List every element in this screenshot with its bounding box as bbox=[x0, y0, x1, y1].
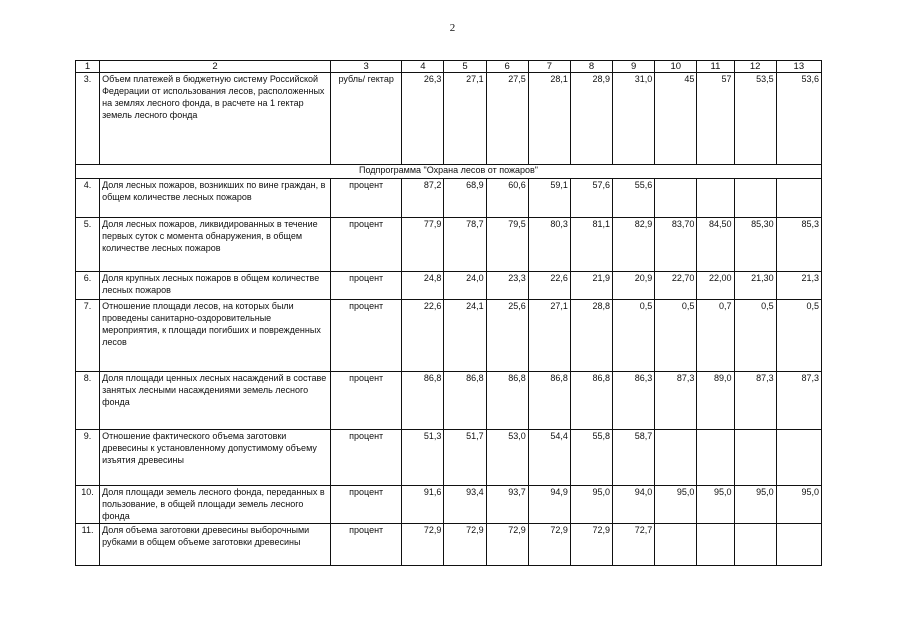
table-row bbox=[76, 524, 822, 566]
value-cell: 57 bbox=[697, 73, 734, 165]
unit-cell: процент bbox=[331, 486, 402, 524]
indicator-name: Доля лесных пожаров, возникших по вине граждан, в общем количестве лесных пожаров bbox=[100, 179, 331, 218]
subprogram-row bbox=[76, 165, 822, 179]
page-number: 2 bbox=[449, 22, 456, 34]
value-cell: 0,5 bbox=[734, 300, 776, 372]
column-header: 1 bbox=[76, 61, 100, 73]
value-cell: 25,6 bbox=[486, 300, 528, 372]
value-cell: 22,6 bbox=[528, 272, 570, 300]
value-cell: 94,9 bbox=[528, 486, 570, 524]
column-header: 10 bbox=[655, 61, 697, 73]
value-cell: 93,4 bbox=[444, 486, 486, 524]
value-cell: 59,1 bbox=[528, 179, 570, 218]
value-cell: 24,0 bbox=[444, 272, 486, 300]
value-cell: 86,8 bbox=[444, 372, 486, 430]
value-cell: 21,9 bbox=[570, 272, 612, 300]
value-cell bbox=[697, 179, 734, 218]
value-cell: 51,3 bbox=[402, 430, 444, 486]
value-cell: 72,9 bbox=[486, 524, 528, 566]
indicator-name: Доля объема заготовки древесины выборочными рубками в общем объеме заготовки древесины bbox=[100, 524, 331, 566]
column-header: 3 bbox=[331, 61, 402, 73]
value-cell: 72,9 bbox=[570, 524, 612, 566]
value-cell: 27,1 bbox=[528, 300, 570, 372]
value-cell: 22,6 bbox=[402, 300, 444, 372]
unit-cell: процент bbox=[331, 430, 402, 486]
value-cell: 21,3 bbox=[776, 272, 821, 300]
value-cell: 28,9 bbox=[570, 73, 612, 165]
indicator-name: Доля площади ценных лесных насаждений в составе занятых лесными насаждениями земель лесного фонда bbox=[100, 372, 331, 430]
value-cell bbox=[776, 524, 821, 566]
value-cell: 95,0 bbox=[734, 486, 776, 524]
indicator-name: Объем платежей в бюджетную систему Российской Федерации от использования лесов, расположенных на землях лесного фонда, в расчете на 1 гектар земель лесного фонда bbox=[100, 73, 331, 165]
value-cell: 24,1 bbox=[444, 300, 486, 372]
indicator-name: Доля лесных пожаров, ликвидированных в течение первых суток с момента обнаружения, в общем количестве лесных пожаров bbox=[100, 218, 331, 272]
value-cell: 87,3 bbox=[655, 372, 697, 430]
column-header: 13 bbox=[776, 61, 821, 73]
table-row bbox=[76, 272, 822, 300]
value-cell: 81,1 bbox=[570, 218, 612, 272]
value-cell: 54,4 bbox=[528, 430, 570, 486]
value-cell: 86,8 bbox=[486, 372, 528, 430]
column-header: 11 bbox=[697, 61, 734, 73]
indicator-name: Доля площади земель лесного фонда, переданных в пользование, в общей площади земель лесного фонда bbox=[100, 486, 331, 524]
value-cell: 53,0 bbox=[486, 430, 528, 486]
value-cell: 24,8 bbox=[402, 272, 444, 300]
value-cell: 28,8 bbox=[570, 300, 612, 372]
value-cell: 72,9 bbox=[402, 524, 444, 566]
value-cell: 86,8 bbox=[570, 372, 612, 430]
value-cell: 95,0 bbox=[570, 486, 612, 524]
value-cell bbox=[734, 179, 776, 218]
value-cell: 27,1 bbox=[444, 73, 486, 165]
value-cell: 28,1 bbox=[528, 73, 570, 165]
table-row bbox=[76, 430, 822, 486]
value-cell: 51,7 bbox=[444, 430, 486, 486]
value-cell: 85,30 bbox=[734, 218, 776, 272]
value-cell: 72,9 bbox=[528, 524, 570, 566]
value-cell: 45 bbox=[655, 73, 697, 165]
value-cell: 86,8 bbox=[402, 372, 444, 430]
value-cell: 57,6 bbox=[570, 179, 612, 218]
value-cell: 26,3 bbox=[402, 73, 444, 165]
column-header: 4 bbox=[402, 61, 444, 73]
value-cell: 94,0 bbox=[613, 486, 655, 524]
indicator-name: Доля крупных лесных пожаров в общем количестве лесных пожаров bbox=[100, 272, 331, 300]
table-row bbox=[76, 372, 822, 430]
value-cell bbox=[697, 430, 734, 486]
value-cell: 95,0 bbox=[697, 486, 734, 524]
value-cell: 82,9 bbox=[613, 218, 655, 272]
row-number: 7. bbox=[76, 300, 100, 372]
value-cell: 55,6 bbox=[613, 179, 655, 218]
value-cell: 87,3 bbox=[734, 372, 776, 430]
unit-cell: процент bbox=[331, 300, 402, 372]
column-header: 5 bbox=[444, 61, 486, 73]
row-number: 4. bbox=[76, 179, 100, 218]
value-cell: 23,3 bbox=[486, 272, 528, 300]
indicator-name: Отношение фактического объема заготовки древесины к установленному допустимому объему изъятия древесины bbox=[100, 430, 331, 486]
value-cell bbox=[655, 524, 697, 566]
unit-cell: процент bbox=[331, 218, 402, 272]
table-row bbox=[76, 73, 822, 165]
row-number: 5. bbox=[76, 218, 100, 272]
value-cell: 91,6 bbox=[402, 486, 444, 524]
unit-cell: процент bbox=[331, 372, 402, 430]
value-cell: 55,8 bbox=[570, 430, 612, 486]
value-cell: 53,5 bbox=[734, 73, 776, 165]
value-cell bbox=[734, 430, 776, 486]
column-header: 7 bbox=[528, 61, 570, 73]
value-cell: 77,9 bbox=[402, 218, 444, 272]
column-header: 9 bbox=[613, 61, 655, 73]
value-cell: 93,7 bbox=[486, 486, 528, 524]
row-number: 8. bbox=[76, 372, 100, 430]
value-cell bbox=[655, 430, 697, 486]
table-row bbox=[76, 179, 822, 218]
value-cell: 80,3 bbox=[528, 218, 570, 272]
row-number: 6. bbox=[76, 272, 100, 300]
value-cell bbox=[697, 524, 734, 566]
table-row bbox=[76, 486, 822, 524]
value-cell: 83,70 bbox=[655, 218, 697, 272]
value-cell: 86,3 bbox=[613, 372, 655, 430]
value-cell: 20,9 bbox=[613, 272, 655, 300]
unit-cell: процент bbox=[331, 272, 402, 300]
value-cell: 60,6 bbox=[486, 179, 528, 218]
value-cell bbox=[655, 179, 697, 218]
value-cell: 22,00 bbox=[697, 272, 734, 300]
value-cell: 72,7 bbox=[613, 524, 655, 566]
indicator-name: Отношение площади лесов, на которых были проведены санитарно-оздоровительные мероприятия, к площади погибших и поврежденных лесов bbox=[100, 300, 331, 372]
value-cell bbox=[776, 430, 821, 486]
value-cell: 72,9 bbox=[444, 524, 486, 566]
value-cell: 79,5 bbox=[486, 218, 528, 272]
value-cell: 0,7 bbox=[697, 300, 734, 372]
value-cell: 84,50 bbox=[697, 218, 734, 272]
column-header: 6 bbox=[486, 61, 528, 73]
row-number: 3. bbox=[76, 73, 100, 165]
value-cell: 89,0 bbox=[697, 372, 734, 430]
row-number: 9. bbox=[76, 430, 100, 486]
value-cell: 0,5 bbox=[655, 300, 697, 372]
unit-cell: процент bbox=[331, 179, 402, 218]
value-cell: 21,30 bbox=[734, 272, 776, 300]
column-header: 12 bbox=[734, 61, 776, 73]
value-cell: 95,0 bbox=[776, 486, 821, 524]
table-body bbox=[76, 61, 822, 566]
table-row bbox=[76, 300, 822, 372]
value-cell bbox=[776, 179, 821, 218]
value-cell: 68,9 bbox=[444, 179, 486, 218]
value-cell: 58,7 bbox=[613, 430, 655, 486]
row-number: 11. bbox=[76, 524, 100, 566]
value-cell: 85,3 bbox=[776, 218, 821, 272]
value-cell bbox=[734, 524, 776, 566]
value-cell: 95,0 bbox=[655, 486, 697, 524]
value-cell: 53,6 bbox=[776, 73, 821, 165]
table-row bbox=[76, 218, 822, 272]
value-cell: 87,2 bbox=[402, 179, 444, 218]
value-cell: 22,70 bbox=[655, 272, 697, 300]
column-header: 8 bbox=[570, 61, 612, 73]
indicators-table bbox=[75, 60, 822, 566]
value-cell: 86,8 bbox=[528, 372, 570, 430]
header-row bbox=[76, 61, 822, 73]
unit-cell: рубль/ гектар bbox=[331, 73, 402, 165]
row-number: 10. bbox=[76, 486, 100, 524]
value-cell: 27,5 bbox=[486, 73, 528, 165]
column-header: 2 bbox=[100, 61, 331, 73]
value-cell: 78,7 bbox=[444, 218, 486, 272]
unit-cell: процент bbox=[331, 524, 402, 566]
value-cell: 0,5 bbox=[613, 300, 655, 372]
value-cell: 0,5 bbox=[776, 300, 821, 372]
subprogram-title: Подпрограмма "Охрана лесов от пожаров" bbox=[76, 165, 822, 179]
value-cell: 31,0 bbox=[613, 73, 655, 165]
value-cell: 87,3 bbox=[776, 372, 821, 430]
